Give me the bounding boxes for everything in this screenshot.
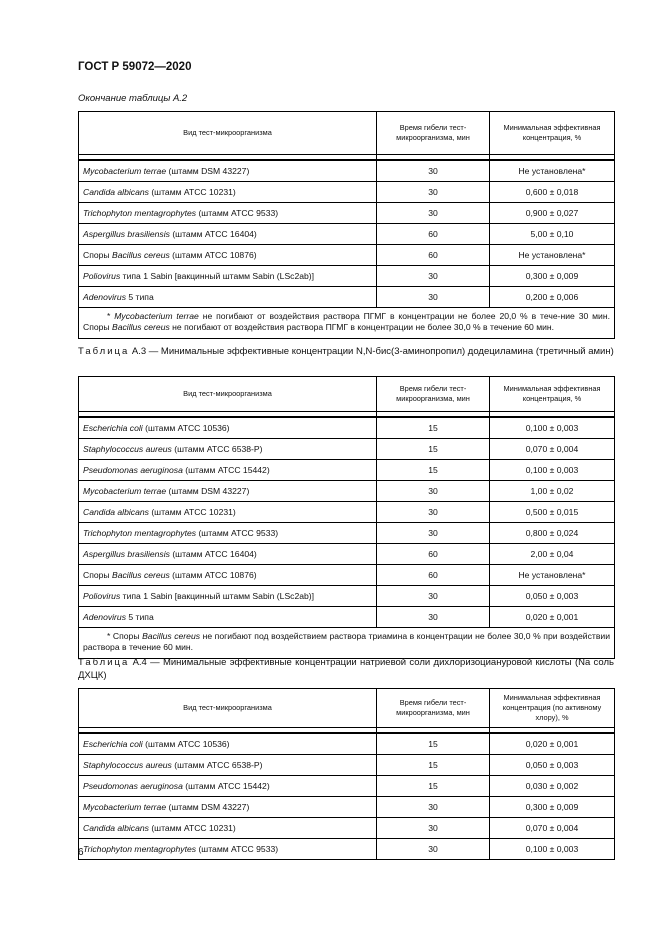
organism-cell [79,586,377,607]
table-row [79,439,615,460]
organism-name: Poliovirus [83,271,121,281]
organism-cell [79,460,377,481]
concentration-cell: 0,070 ± 0,004 [490,818,615,839]
table-row [79,797,615,818]
table-row [79,818,615,839]
table-header-row [79,377,615,412]
table-title: А.3 — Минимальные эффективные концентрации N,N-бис(3-аминопропил) додециламина (третичный амин) [129,346,614,357]
strain-text: (штамм АТСС 15442) [182,781,270,791]
time-cell: 30 [377,797,490,818]
organism-cell [79,245,377,266]
concentration-cell: 5,00 ± 0,10 [490,224,615,245]
strain-text: (штамм АТСС 10231) [148,823,236,833]
table-row [79,586,615,607]
time-cell: 30 [377,182,490,203]
table-row [79,245,615,266]
table-row [79,481,615,502]
strain-text: (штамм DSM 43227) [166,802,250,812]
column-header-organism: Вид тест-микроорганизма [79,112,377,155]
strain-text: (штамм АТСС 10231) [148,507,236,517]
strain-text: 5 типа [126,612,154,622]
strain-text: (штамм АТСС 16404) [169,549,257,559]
strain-text: (штамм АТСС 6538-Р) [171,444,263,454]
time-cell: 30 [377,607,490,628]
organism-cell [79,203,377,224]
organism-name: Trichophyton mentagrophytes [83,528,197,538]
organism-name: Aspergillus brasiliensis [83,229,170,239]
organism-cell [79,224,377,245]
concentration-cell: 0,100 ± 0,003 [490,839,615,860]
table-a4 [78,688,615,860]
table-row [79,160,615,182]
column-header-concentration: Минимальная эффективная концентрация (по активному хлору), % [490,689,615,728]
column-header-organism: Вид тест-микроорганизма [79,377,377,412]
table-a2 [78,111,615,339]
time-cell: 30 [377,818,490,839]
note-text: * [107,311,115,321]
time-cell: 15 [377,755,490,776]
time-cell: 30 [377,287,490,308]
organism-name: Bacillus cereus [111,570,170,580]
concentration-cell: 0,800 ± 0,024 [490,523,615,544]
organism-cell [79,287,377,308]
concentration-cell: 0,050 ± 0,003 [490,755,615,776]
organism-cell [79,417,377,439]
organism-cell [79,797,377,818]
strain-text: 5 типа [126,292,154,302]
concentration-cell: 0,900 ± 0,027 [490,203,615,224]
time-cell: 30 [377,266,490,287]
time-cell: 30 [377,586,490,607]
table-row [79,287,615,308]
table-row [79,203,615,224]
organism-cell [79,544,377,565]
organism-cell [79,439,377,460]
organism-name: Mycobacterium terrae [83,486,167,496]
organism-cell [79,565,377,586]
note-text: не погибают от воздействия раствора ПГМГ в концентрации не более 30,0 % в течение 60 мин. [169,322,555,333]
time-cell: 15 [377,439,490,460]
strain-text: (штамм АТСС 6538-Р) [171,760,263,770]
strain-text: (штамм АТСС 15442) [182,465,270,475]
time-cell: 60 [377,544,490,565]
organism-name: Pseudomonas aeruginosa [83,465,183,475]
column-header-concentration: Минимальная эффективная концентрация, % [490,112,615,155]
table-note-row [79,308,615,339]
strain-text: типа 1 Sabin [вакцинный штамм Sabin (LSc2ab)] [120,271,315,281]
column-header-time: Время гибели тест-микроорганизма, мин [377,689,490,728]
organism-cell [79,776,377,797]
table-note [79,308,615,339]
concentration-cell: 2,00 ± 0,04 [490,544,615,565]
organism-name: Candida albicans [83,507,149,517]
organism-name: Adenovirus [83,292,126,302]
concentration-cell: 0,020 ± 0,001 [490,733,615,755]
concentration-cell: 0,030 ± 0,002 [490,776,615,797]
document-header: ГОСТ Р 59072—2020 [78,61,192,73]
concentration-cell: 0,600 ± 0,018 [490,182,615,203]
strain-text: (штамм DSM 43227) [166,486,250,496]
organism-name: Staphylococcus aureus [83,444,172,454]
table-a3 [78,376,615,659]
table-label: Таблица [78,346,130,357]
table-a2-caption: Окончание таблицы А.2 [78,93,188,104]
organism-name: Escherichia coli [83,423,143,433]
organism-cell [79,818,377,839]
time-cell: 15 [377,776,490,797]
table-row [79,460,615,481]
note-organism: Bacillus cereus [111,322,170,333]
organism-prefix: Споры [83,570,112,580]
strain-text: (штамм АТСС 10876) [169,570,257,580]
organism-name: Staphylococcus aureus [83,760,172,770]
time-cell: 60 [377,565,490,586]
organism-name: Aspergillus brasiliensis [83,549,170,559]
column-header-time: Время гибели тест-микроорганизма, мин [377,112,490,155]
concentration-cell: 0,300 ± 0,009 [490,797,615,818]
concentration-cell: 1,00 ± 0,02 [490,481,615,502]
concentration-cell: 0,070 ± 0,004 [490,439,615,460]
strain-text: (штамм АТСС 10876) [169,250,257,260]
concentration-cell: 0,020 ± 0,001 [490,607,615,628]
table-row [79,523,615,544]
table-title: А.4 — Минимальные эффективные концентрации натриевой соли дихлоризоциануровой кислоты (Na соль ДХЦК) [78,657,614,681]
time-cell: 30 [377,523,490,544]
note-text: не погибают под воздействием раствора триамина в концентрации не более 30,0 % при воздействии раствора в течение 60 мин. [83,631,610,653]
time-cell: 60 [377,245,490,266]
organism-name: Poliovirus [83,591,121,601]
table-row [79,733,615,755]
organism-prefix: Споры [83,250,112,260]
concentration-cell: 0,100 ± 0,003 [490,460,615,481]
organism-name: Mycobacterium terrae [83,166,167,176]
table-row [79,755,615,776]
organism-name: Trichophyton mentagrophytes [83,844,197,854]
strain-text: (штамм АТСС 10536) [142,423,230,433]
table-row [79,565,615,586]
table-row [79,839,615,860]
table-row [79,417,615,439]
table-note-row [79,628,615,659]
organism-cell [79,839,377,860]
time-cell: 30 [377,160,490,182]
organism-name: Candida albicans [83,823,149,833]
table-row [79,266,615,287]
organism-cell [79,266,377,287]
strain-text: (штамм АТСС 10231) [148,187,236,197]
table-row [79,224,615,245]
table-row [79,776,615,797]
organism-name: Candida albicans [83,187,149,197]
table-header-row [79,112,615,155]
organism-cell [79,182,377,203]
table-a3-caption [78,345,614,358]
column-header-organism: Вид тест-микроорганизма [79,689,377,728]
table-a4-caption [78,656,614,682]
concentration-cell: 0,200 ± 0,006 [490,287,615,308]
time-cell: 15 [377,417,490,439]
time-cell: 30 [377,502,490,523]
organism-cell [79,755,377,776]
note-text: не погибают от воздействия раствора ПГМГ в концентрации не более 20,0 % в тече-ние 30 мин. Споры [83,311,610,333]
time-cell: 30 [377,481,490,502]
note-organism: Mycobacterium terrae [114,311,199,321]
time-cell: 30 [377,839,490,860]
table-note [79,628,615,659]
table-row [79,544,615,565]
organism-cell [79,481,377,502]
time-cell: 60 [377,224,490,245]
note-organism: Bacillus cereus [142,631,201,641]
strain-text: (штамм АТСС 10536) [142,739,230,749]
column-header-concentration: Минимальная эффективная концентрация, % [490,377,615,412]
concentration-cell: 0,050 ± 0,003 [490,586,615,607]
concentration-cell: 0,500 ± 0,015 [490,502,615,523]
organism-name: Escherichia coli [83,739,143,749]
concentration-cell: Не установлена* [490,160,615,182]
organism-cell [79,733,377,755]
column-header-time: Время гибели тест-микроорганизма, мин [377,377,490,412]
organism-name: Trichophyton mentagrophytes [83,208,197,218]
strain-text: типа 1 Sabin [вакцинный штамм Sabin (LSc2ab)] [120,591,315,601]
time-cell: 15 [377,733,490,755]
organism-name: Adenovirus [83,612,126,622]
strain-text: (штамм АТСС 16404) [169,229,257,239]
table-header-row [79,689,615,728]
concentration-cell: Не установлена* [490,565,615,586]
organism-name: Pseudomonas aeruginosa [83,781,183,791]
organism-cell [79,607,377,628]
organism-name: Bacillus cereus [111,250,170,260]
note-text: * Споры [107,631,143,641]
concentration-cell: 0,300 ± 0,009 [490,266,615,287]
time-cell: 30 [377,203,490,224]
concentration-cell: Не установлена* [490,245,615,266]
strain-text: (штамм DSM 43227) [166,166,250,176]
concentration-cell: 0,100 ± 0,003 [490,417,615,439]
strain-text: (штамм АТСС 9533) [196,528,279,538]
organism-name: Mycobacterium terrae [83,802,167,812]
strain-text: (штамм АТСС 9533) [196,844,279,854]
strain-text: (штамм АТСС 9533) [196,208,279,218]
page-number: 6 [78,847,84,858]
organism-cell [79,523,377,544]
organism-cell [79,160,377,182]
table-row [79,502,615,523]
table-label: Таблица [78,657,130,668]
time-cell: 15 [377,460,490,481]
organism-cell [79,502,377,523]
table-row [79,607,615,628]
table-row [79,182,615,203]
